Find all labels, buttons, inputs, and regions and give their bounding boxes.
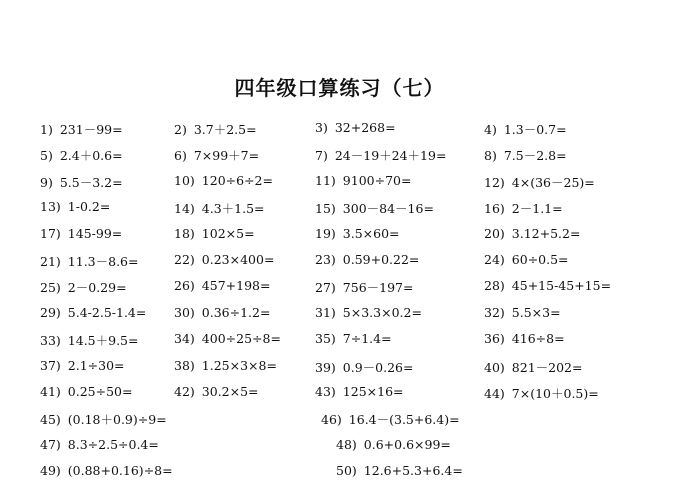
problem-number: 20) (484, 225, 505, 241)
problem-expression: 1-0.2= (67, 199, 111, 215)
problem-expression: 125×16= (342, 384, 404, 399)
problem-expression: 2.4＋0.6= (59, 148, 123, 164)
problem-expression: 7×99＋7= (193, 148, 260, 164)
problem-expression: 7÷1.4= (342, 331, 392, 347)
problem-number: 18) (174, 225, 195, 241)
problem-32 (484, 305, 561, 320)
problem-expression: 416÷8= (511, 331, 565, 347)
problem-13 (40, 199, 110, 214)
problem-number: 21) (40, 254, 61, 269)
problem-number: 6) (174, 148, 187, 164)
problem-22 (174, 252, 274, 267)
problem-expression: 0.6+0.6×99= (363, 436, 451, 452)
problem-29 (40, 305, 146, 320)
problem-expression: 102×5= (201, 225, 255, 241)
problem-number: 11) (315, 172, 336, 188)
problem-expression: (0.18＋0.9)÷9= (67, 412, 167, 428)
problem-number: 28) (484, 278, 505, 294)
problem-expression: 0.25÷50= (67, 384, 133, 399)
problem-expression: 1.3－0.7= (503, 122, 567, 137)
problem-expression: 457+198= (201, 278, 271, 294)
problem-number: 37) (40, 357, 61, 373)
problem-number: 32) (484, 304, 505, 320)
problem-33 (40, 331, 138, 349)
problem-34 (174, 331, 281, 346)
problem-number: 50) (336, 463, 357, 479)
problem-number: 47) (40, 436, 61, 452)
problem-expression: 0.9－0.26= (342, 359, 414, 375)
problem-expression: 8.3÷2.5÷0.4= (67, 436, 159, 452)
problem-number: 31) (315, 304, 336, 320)
problem-number: 41) (40, 384, 61, 399)
problem-number: 38) (174, 357, 195, 373)
problem-number: 34) (174, 331, 195, 347)
problem-expression: 0.23×400= (201, 252, 275, 267)
problem-number: 1) (40, 122, 53, 137)
problem-number: 27) (315, 280, 336, 296)
problem-17 (40, 226, 122, 241)
problem-expression: 12.6+5.3+6.4= (363, 463, 463, 479)
problem-1 (40, 120, 123, 138)
problem-11 (315, 173, 411, 188)
problem-expression: 7×(10＋0.5)= (511, 386, 599, 401)
problem-30 (174, 305, 270, 320)
problem-expression: 7.5－2.8= (503, 148, 567, 164)
problem-number: 40) (484, 359, 505, 375)
problem-number: 30) (174, 304, 195, 320)
problem-number: 24) (484, 252, 505, 267)
problem-number: 14) (174, 201, 195, 217)
problem-20 (484, 226, 580, 241)
problem-14 (174, 199, 265, 217)
problem-number: 19) (315, 225, 336, 241)
problem-expression: 3.12+5.2= (511, 225, 581, 241)
problem-expression: 756－197= (342, 280, 414, 296)
problem-expression: 821－202= (511, 359, 583, 375)
problem-expression: 0.36÷1.2= (201, 304, 271, 320)
problem-expression: 30.2×5= (201, 384, 259, 399)
problem-expression: 5.5×3= (511, 304, 561, 320)
problem-number: 9) (40, 174, 53, 190)
problem-number: 5) (40, 148, 53, 164)
problem-23 (315, 252, 419, 267)
problem-expression: 1.25×3×8= (201, 357, 277, 373)
problem-expression: 5.5－3.2= (59, 174, 123, 190)
problem-expression: 0.59+0.22= (342, 252, 420, 267)
problem-41 (40, 384, 132, 399)
problem-expression: 120÷6÷2= (201, 172, 273, 188)
problem-expression: 24－19＋24＋19= (334, 148, 447, 164)
problem-3 (315, 120, 396, 135)
problem-10 (174, 173, 273, 188)
problem-18 (174, 226, 255, 241)
problem-expression: 4.3＋1.5= (201, 201, 265, 217)
problem-expression: (0.88+0.16)÷8= (67, 463, 173, 479)
problem-15 (315, 199, 434, 217)
problem-46 (321, 410, 460, 428)
problem-number: 49) (40, 463, 61, 479)
problem-expression: 5×3.3×0.2= (342, 304, 422, 320)
problem-number: 29) (40, 304, 61, 320)
problem-number: 8) (484, 148, 497, 164)
problem-number: 44) (484, 386, 505, 401)
problem-expression: 60÷0.5= (511, 252, 569, 267)
problem-39 (315, 358, 413, 376)
problem-number: 4) (484, 122, 497, 137)
problem-5 (40, 146, 123, 164)
problem-number: 43) (315, 384, 336, 399)
problem-number: 26) (174, 278, 195, 294)
problem-expression: 9100÷70= (342, 172, 412, 188)
problem-number: 16) (484, 201, 505, 217)
problem-31 (315, 305, 422, 320)
problem-expression: 145-99= (67, 225, 123, 241)
problem-number: 13) (40, 199, 61, 215)
problem-expression: 5.4-2.5-1.4= (67, 304, 147, 320)
problem-expression: 400÷25÷8= (201, 331, 281, 347)
problem-number: 3) (315, 120, 328, 135)
problem-36 (484, 331, 565, 346)
problem-expression: 4×(36－25)= (511, 174, 595, 190)
problem-expression: 32+268= (334, 120, 396, 135)
problem-number: 46) (321, 412, 342, 428)
problem-9 (40, 173, 123, 191)
problem-45 (40, 410, 167, 428)
problem-number: 7) (315, 148, 328, 164)
problem-37 (40, 358, 125, 373)
problem-number: 39) (315, 359, 336, 375)
problem-number: 36) (484, 331, 505, 347)
problem-38 (174, 358, 277, 373)
problem-7 (315, 146, 446, 164)
problem-number: 45) (40, 412, 61, 428)
problem-48 (336, 437, 451, 452)
problem-number: 35) (315, 331, 336, 347)
problem-expression: 45+15-45+15= (511, 278, 612, 294)
problem-44 (484, 384, 599, 402)
problem-expression: 2－1.1= (511, 201, 563, 217)
problem-expression: 300－84－16= (342, 201, 434, 217)
problem-25 (40, 278, 127, 296)
problem-42 (174, 384, 259, 399)
problem-47 (40, 437, 159, 452)
problem-8 (484, 146, 567, 164)
problem-4 (484, 120, 567, 138)
problem-number: 25) (40, 280, 61, 296)
problem-expression: 3.7＋2.5= (193, 122, 257, 137)
problem-number: 22) (174, 252, 195, 267)
worksheet-title: 四年级口算练习（七） (234, 76, 445, 100)
problem-12 (484, 173, 595, 191)
problem-expression: 16.4－(3.5+6.4)= (348, 412, 460, 428)
problem-number: 12) (484, 174, 505, 190)
problem-number: 10) (174, 172, 195, 188)
problem-26 (174, 278, 270, 293)
problem-expression: 231－99= (59, 122, 123, 137)
problem-expression: 2.1÷30= (67, 357, 125, 373)
problem-40 (484, 358, 583, 376)
problem-35 (315, 331, 392, 346)
problem-number: 23) (315, 252, 336, 267)
problem-expression: 3.5×60= (342, 225, 400, 241)
problem-49 (40, 463, 173, 478)
problem-number: 17) (40, 225, 61, 241)
problem-50 (336, 463, 463, 478)
problem-6 (174, 146, 259, 164)
problem-number: 48) (336, 436, 357, 452)
problem-expression: 11.3－8.6= (67, 254, 139, 269)
problem-27 (315, 278, 414, 296)
problem-number: 42) (174, 384, 195, 399)
problem-expression: 14.5＋9.5= (67, 333, 139, 349)
problem-2 (174, 120, 257, 138)
problem-number: 15) (315, 201, 336, 217)
problem-43 (315, 384, 404, 399)
problem-21 (40, 252, 138, 270)
problem-24 (484, 252, 569, 267)
problem-number: 33) (40, 333, 61, 349)
problem-number: 2) (174, 122, 187, 137)
problem-16 (484, 199, 563, 217)
problem-28 (484, 278, 611, 293)
problem-expression: 2－0.29= (67, 280, 127, 296)
problem-19 (315, 226, 400, 241)
